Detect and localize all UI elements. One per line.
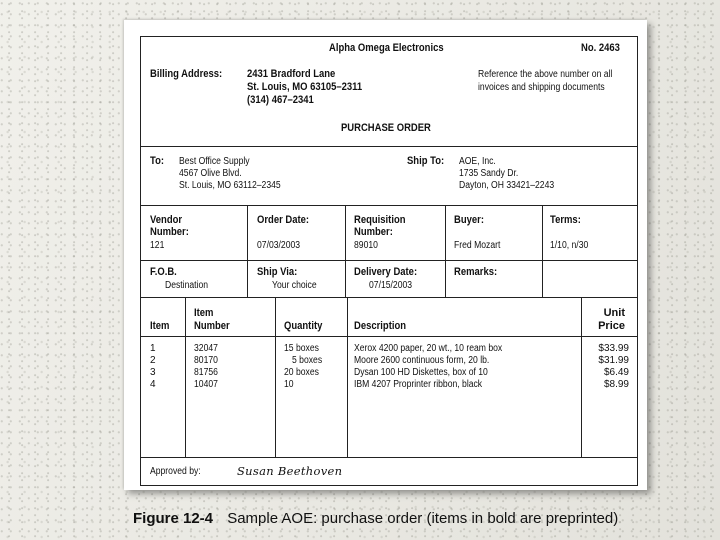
table-row-number: 32047 (194, 343, 218, 354)
table-row-quantity: 5 boxes (292, 355, 323, 366)
vendor-number-value: 121 (150, 240, 165, 251)
delivery-date-value: 07/15/2003 (369, 280, 413, 291)
buyer-value: Fred Mozart (454, 240, 501, 251)
table-row-item: 3 (150, 367, 156, 378)
ship-to-line-2: 1735 Sandy Dr. (459, 168, 519, 179)
vendor-label-line-2: Number: (150, 226, 189, 238)
column-header-item-number-line-2: Number (194, 320, 230, 332)
table-row-description: IBM 4207 Proprinter ribbon, black (354, 379, 483, 390)
table-row-price: $33.99 (598, 343, 629, 354)
requisition-label-line-2: Number: (354, 226, 393, 238)
table-row-price: $6.49 (603, 367, 629, 378)
grid-line (542, 205, 543, 297)
grid-line (247, 205, 248, 297)
vendor-label-line-1: Vendor (150, 214, 183, 226)
table-row-description: Moore 2600 continuous form, 20 lb. (354, 355, 490, 366)
order-date-value: 07/03/2003 (257, 240, 301, 251)
divider-line (141, 260, 637, 261)
fob-value: Destination (165, 280, 209, 291)
divider-line (141, 297, 637, 298)
ship-to-label: Ship To: (407, 155, 445, 167)
billing-address-line-2: St. Louis, MO 63105–2311 (247, 81, 363, 93)
delivery-date-label: Delivery Date: (354, 266, 418, 278)
table-row-quantity: 20 boxes (284, 367, 319, 378)
signature: Susan Beethoven (237, 464, 343, 478)
table-row-item: 2 (150, 355, 156, 366)
table-row-description: Dysan 100 HD Diskettes, box of 10 (354, 367, 488, 378)
column-header-description: Description (354, 320, 407, 332)
ship-to-line-3: Dayton, OH 33421–2243 (459, 180, 555, 191)
table-row-price: $31.99 (598, 355, 629, 366)
billing-address-line-3: (314) 467–2341 (247, 94, 314, 106)
to-line-3: St. Louis, MO 63112–2345 (179, 180, 281, 191)
figure-caption (133, 510, 693, 528)
po-number: No. 2463 (581, 42, 620, 54)
divider-line (141, 457, 637, 458)
divider-line (141, 146, 637, 147)
table-row-number: 80170 (194, 355, 218, 366)
requisition-label-line-1: Requisition (354, 214, 406, 226)
figure-caption-text: Sample AOE: purchase order (items in bold are preprinted) (227, 510, 619, 527)
buyer-label: Buyer: (454, 214, 484, 226)
reference-note-line-2: invoices and shipping documents (478, 82, 605, 93)
column-header-unit-price-line-2: Price (598, 320, 625, 332)
ship-via-label: Ship Via: (257, 266, 298, 278)
figure-number: Figure 12-4 (133, 510, 214, 527)
fob-label: F.O.B. (150, 266, 177, 278)
table-row-price: $8.99 (603, 379, 629, 390)
ship-via-value: Your choice (272, 280, 317, 291)
requisition-value: 89010 (354, 240, 378, 251)
grid-line (275, 297, 276, 457)
company-name: Alpha Omega Electronics (329, 42, 444, 54)
grid-line (185, 297, 186, 457)
billing-address-label: Billing Address: (150, 68, 223, 80)
billing-address-line-1: 2431 Bradford Lane (247, 68, 336, 80)
divider-line (141, 205, 637, 206)
terms-value: 1/10, n/30 (550, 240, 589, 251)
table-row-number: 81756 (194, 367, 218, 378)
column-header-item-number-line-1: Item (194, 307, 214, 319)
divider-line (141, 336, 637, 337)
reference-note-line-1: Reference the above number on all (478, 69, 613, 80)
table-row-quantity: 10 (284, 379, 294, 390)
remarks-label: Remarks: (454, 266, 498, 278)
purchase-order-form (140, 36, 638, 486)
table-row-quantity: 15 boxes (284, 343, 319, 354)
approved-by-label: Approved by: (150, 466, 201, 477)
column-header-unit-price-line-1: Unit (603, 307, 625, 319)
terms-label: Terms: (550, 214, 581, 226)
to-label: To: (150, 155, 165, 167)
table-row-item: 4 (150, 379, 156, 390)
to-line-1: Best Office Supply (179, 156, 250, 167)
ship-to-line-1: AOE, Inc. (459, 156, 496, 167)
table-row-item: 1 (150, 343, 156, 354)
table-row-number: 10407 (194, 379, 218, 390)
column-header-quantity: Quantity (284, 320, 323, 332)
to-line-2: 4567 Olive Blvd. (179, 168, 242, 179)
document-title: PURCHASE ORDER (341, 122, 431, 134)
grid-line (345, 205, 346, 297)
grid-line (445, 205, 446, 297)
column-header-item: Item (150, 320, 170, 332)
grid-line (347, 297, 348, 457)
order-date-label: Order Date: (257, 214, 310, 226)
table-row-description: Xerox 4200 paper, 20 wt., 10 ream box (354, 343, 503, 354)
